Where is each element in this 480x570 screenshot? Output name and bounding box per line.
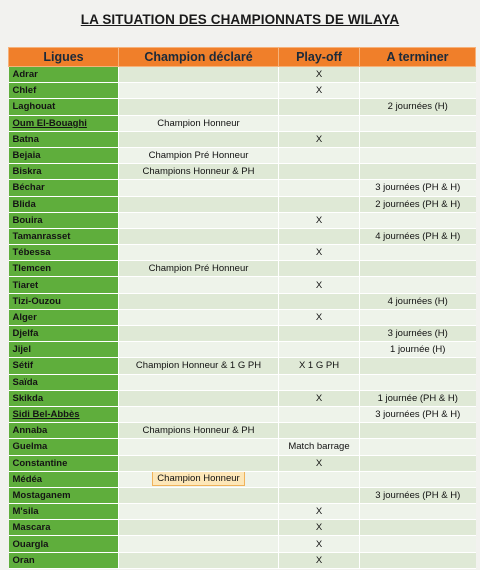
ligue-cell: [9, 520, 119, 536]
champion-cell: [119, 83, 279, 99]
table-row: [9, 115, 476, 131]
table-row: [9, 358, 476, 374]
ligue-cell: [9, 115, 119, 131]
ligue-cell-text: Annaba: [12, 425, 48, 437]
ligue-cell: [9, 439, 119, 455]
ligue-cell: [9, 131, 119, 147]
ligue-cell-text: Jijel: [12, 344, 31, 356]
champion-cell-text: Champions Honneur & PH: [142, 425, 255, 437]
champion-cell: [119, 164, 279, 180]
playoff-cell: [279, 180, 360, 196]
ligue-cell-text: Mascara: [12, 522, 51, 534]
page-title: LA SITUATION DES CHAMPIONNATS DE WILAYA: [80, 12, 400, 27]
table-row: [9, 520, 476, 536]
header-ligues: Ligues: [9, 48, 119, 67]
champion-cell: [119, 342, 279, 358]
champion-cell: [119, 180, 279, 196]
champion-cell: [119, 228, 279, 244]
terminer-cell: [360, 326, 476, 342]
ligue-cell: [9, 487, 119, 503]
table-row: [9, 261, 476, 277]
terminer-cell: [360, 99, 476, 115]
champion-cell: [119, 147, 279, 163]
playoff-cell-text: X: [315, 69, 323, 81]
ligue-cell-text: Constantine: [12, 457, 68, 469]
champion-cell: [119, 212, 279, 228]
table-row: [9, 196, 476, 212]
table-row: [9, 504, 476, 520]
ligue-cell-text: Guelma: [12, 441, 48, 453]
champion-cell: [119, 520, 279, 536]
ligue-cell: [9, 455, 119, 471]
playoff-cell-text: X: [315, 392, 323, 404]
table-row: [9, 228, 476, 244]
ligue-cell: [9, 228, 119, 244]
playoff-cell: [279, 439, 360, 455]
champion-cell: [119, 99, 279, 115]
champion-cell: [119, 277, 279, 293]
playoff-cell: [279, 552, 360, 568]
terminer-cell: [360, 471, 476, 487]
playoff-cell: [279, 228, 360, 244]
playoff-cell: [279, 358, 360, 374]
terminer-cell: [360, 180, 476, 196]
ligue-cell-text: Laghouat: [12, 101, 56, 113]
table-row: [9, 536, 476, 552]
playoff-cell: [279, 245, 360, 261]
terminer-cell: [360, 342, 476, 358]
table-row: [9, 471, 476, 487]
ligue-cell-text: Oum El-Bouaghi: [12, 117, 87, 129]
playoff-cell-text: X: [315, 133, 323, 145]
terminer-cell: [360, 374, 476, 390]
terminer-cell: [360, 520, 476, 536]
playoff-cell: [279, 164, 360, 180]
terminer-cell: [360, 196, 476, 212]
ligue-cell: [9, 83, 119, 99]
terminer-cell: [360, 131, 476, 147]
playoff-cell: [279, 471, 360, 487]
terminer-cell: [360, 147, 476, 163]
champion-cell-text: Champions Honneur & PH: [142, 166, 255, 178]
champion-cell: [119, 196, 279, 212]
table-row: [9, 164, 476, 180]
champion-cell: [119, 245, 279, 261]
terminer-cell-text: 1 journée (PH & H): [377, 392, 458, 404]
terminer-cell: [360, 406, 476, 422]
ligue-cell: [9, 471, 119, 487]
champion-cell: [119, 374, 279, 390]
ligue-cell: [9, 180, 119, 196]
ligue-cell: [9, 309, 119, 325]
playoff-cell: [279, 261, 360, 277]
table-row: [9, 439, 476, 455]
terminer-cell: [360, 67, 476, 83]
playoff-cell: [279, 277, 360, 293]
ligue-cell-text: Mostaganem: [12, 489, 71, 501]
terminer-cell-text: 3 journées (H): [387, 328, 448, 340]
champion-cell: [119, 504, 279, 520]
ligue-cell-text: Tizi-Ouzou: [12, 295, 61, 307]
playoff-cell: [279, 67, 360, 83]
table-row: [9, 67, 476, 83]
table-row: [9, 342, 476, 358]
playoff-cell: [279, 423, 360, 439]
playoff-cell: [279, 131, 360, 147]
table-row: [9, 406, 476, 422]
header-champion-declare: Champion déclaré: [119, 48, 279, 67]
ligue-cell-text: Tiaret: [12, 279, 39, 291]
playoff-cell: [279, 115, 360, 131]
terminer-cell: [360, 423, 476, 439]
table-row: [9, 326, 476, 342]
terminer-cell: [360, 552, 476, 568]
terminer-cell: [360, 261, 476, 277]
playoff-cell-text: X: [315, 85, 323, 97]
playoff-cell: [279, 293, 360, 309]
ligue-cell: [9, 326, 119, 342]
terminer-cell-text: 4 journées (PH & H): [375, 230, 461, 242]
terminer-cell-text: 1 journée (H): [390, 344, 446, 356]
playoff-cell-text: X: [315, 311, 323, 323]
ligue-cell: [9, 164, 119, 180]
playoff-cell-text: X: [315, 554, 323, 566]
champion-cell-text: Champion Pré Honneur: [148, 263, 249, 275]
ligue-cell: [9, 67, 119, 83]
playoff-cell-text: X: [315, 457, 323, 469]
terminer-cell: [360, 504, 476, 520]
ligue-cell: [9, 504, 119, 520]
ligue-cell-text: Tébessa: [12, 247, 51, 259]
champion-cell: [119, 536, 279, 552]
terminer-cell-text: 3 journées (PH & H): [375, 489, 461, 501]
ligue-cell-text: Ouargla: [12, 538, 49, 550]
terminer-cell: [360, 164, 476, 180]
terminer-cell: [360, 277, 476, 293]
table-row: [9, 487, 476, 503]
ligue-cell: [9, 212, 119, 228]
ligue-cell-text: Biskra: [12, 166, 42, 178]
playoff-cell-text: Match barrage: [288, 441, 350, 453]
table-row: [9, 147, 476, 163]
table-row: [9, 277, 476, 293]
playoff-cell-text: X: [315, 522, 323, 534]
terminer-cell: [360, 390, 476, 406]
terminer-cell: [360, 536, 476, 552]
playoff-cell-text: X: [315, 247, 323, 259]
playoff-cell: [279, 487, 360, 503]
terminer-cell-text: 3 journées (PH & H): [375, 182, 461, 194]
playoff-cell: [279, 536, 360, 552]
terminer-cell-text: 3 journées (PH & H): [375, 409, 461, 421]
header-a-terminer: A terminer: [360, 48, 476, 67]
terminer-cell-text: 4 journées (H): [387, 295, 448, 307]
playoff-cell-text: X: [315, 506, 323, 518]
playoff-cell: [279, 342, 360, 358]
playoff-cell-text: X: [315, 538, 323, 550]
playoff-cell: [279, 520, 360, 536]
ligue-cell-text: Skikda: [12, 392, 44, 404]
ligue-cell: [9, 261, 119, 277]
terminer-cell: [360, 293, 476, 309]
ligue-cell: [9, 536, 119, 552]
terminer-cell: [360, 487, 476, 503]
playoff-cell: [279, 455, 360, 471]
table-row: [9, 390, 476, 406]
champion-cell: [119, 358, 279, 374]
terminer-cell: [360, 245, 476, 261]
ligue-cell: [9, 245, 119, 261]
playoff-cell: [279, 147, 360, 163]
ligue-cell: [9, 293, 119, 309]
ligue-cell-text: Bejaia: [12, 150, 41, 162]
terminer-cell: [360, 115, 476, 131]
table-row: [9, 212, 476, 228]
ligue-cell: [9, 406, 119, 422]
terminer-cell: [360, 228, 476, 244]
table-row: [9, 455, 476, 471]
champion-cell: [119, 423, 279, 439]
champion-cell: [119, 293, 279, 309]
playoff-cell: [279, 83, 360, 99]
champion-cell: [119, 552, 279, 568]
ligue-cell-text: Tamanrasset: [12, 230, 71, 242]
table-row: [9, 374, 476, 390]
ligue-cell-text: Blida: [12, 198, 36, 210]
ligue-cell-text: Alger: [12, 311, 37, 323]
ligue-cell: [9, 277, 119, 293]
terminer-cell: [360, 212, 476, 228]
ligue-cell-text: Adrar: [12, 69, 38, 81]
ligue-cell-text: Béchar: [12, 182, 45, 194]
champion-cell: [119, 390, 279, 406]
championship-table: [8, 47, 476, 569]
ligue-cell: [9, 147, 119, 163]
champion-cell: [119, 487, 279, 503]
terminer-cell-text: 2 journées (PH & H): [375, 198, 461, 210]
champion-cell: [119, 131, 279, 147]
terminer-cell: [360, 439, 476, 455]
table-row: [9, 131, 476, 147]
playoff-cell: [279, 406, 360, 422]
ligue-cell-text: Médéa: [12, 473, 43, 485]
table-row: [9, 552, 476, 568]
table-row: [9, 293, 476, 309]
champion-cell-text: Champion Honneur: [157, 117, 240, 129]
ligue-cell-text: Chlef: [12, 85, 37, 97]
playoff-cell-text: X 1 G PH: [298, 360, 340, 372]
champion-cell: [119, 309, 279, 325]
champion-cell-text: Champion Honneur: [152, 471, 244, 486]
table-row: [9, 245, 476, 261]
champion-cell: [119, 261, 279, 277]
champion-cell-text: Champion Pré Honneur: [148, 150, 249, 162]
table-row: [9, 180, 476, 196]
ligue-cell: [9, 423, 119, 439]
ligue-cell: [9, 99, 119, 115]
ligue-cell-text: Oran: [12, 554, 35, 566]
header-play-off: Play-off: [279, 48, 360, 67]
playoff-cell: [279, 212, 360, 228]
playoff-cell: [279, 374, 360, 390]
champion-cell: [119, 455, 279, 471]
ligue-cell: [9, 552, 119, 568]
ligue-cell-text: Sétif: [12, 360, 34, 372]
playoff-cell: [279, 309, 360, 325]
playoff-cell: [279, 504, 360, 520]
playoff-cell: [279, 196, 360, 212]
terminer-cell: [360, 455, 476, 471]
table-row: [9, 99, 476, 115]
ligue-cell: [9, 358, 119, 374]
table-row: [9, 423, 476, 439]
champion-cell: [119, 326, 279, 342]
table-row: [9, 309, 476, 325]
terminer-cell-text: 2 journées (H): [387, 101, 448, 113]
ligue-cell-text: Bouira: [12, 214, 43, 226]
ligue-cell: [9, 342, 119, 358]
playoff-cell: [279, 99, 360, 115]
champion-cell: [119, 67, 279, 83]
champion-cell: [119, 471, 279, 487]
champion-cell: [119, 406, 279, 422]
ligue-cell-text: Batna: [12, 133, 39, 145]
ligue-cell: [9, 390, 119, 406]
playoff-cell: [279, 326, 360, 342]
table-body: [9, 67, 476, 569]
table-header-row: [9, 48, 476, 67]
ligue-cell-text: Djelfa: [12, 328, 39, 340]
champion-cell-text: Champion Honneur & 1 G PH: [135, 360, 262, 372]
terminer-cell: [360, 309, 476, 325]
ligue-cell: [9, 374, 119, 390]
playoff-cell: [279, 390, 360, 406]
ligue-cell-text: Tlemcen: [12, 263, 52, 275]
champion-cell: [119, 115, 279, 131]
playoff-cell-text: X: [315, 279, 323, 291]
ligue-cell: [9, 196, 119, 212]
table-row: [9, 83, 476, 99]
terminer-cell: [360, 358, 476, 374]
ligue-cell-text: M'sila: [12, 506, 39, 518]
terminer-cell: [360, 83, 476, 99]
ligue-cell-text: Saïda: [12, 376, 38, 388]
ligue-cell-text: Sidi Bel-Abbès: [12, 409, 80, 421]
champion-cell: [119, 439, 279, 455]
playoff-cell-text: X: [315, 214, 323, 226]
